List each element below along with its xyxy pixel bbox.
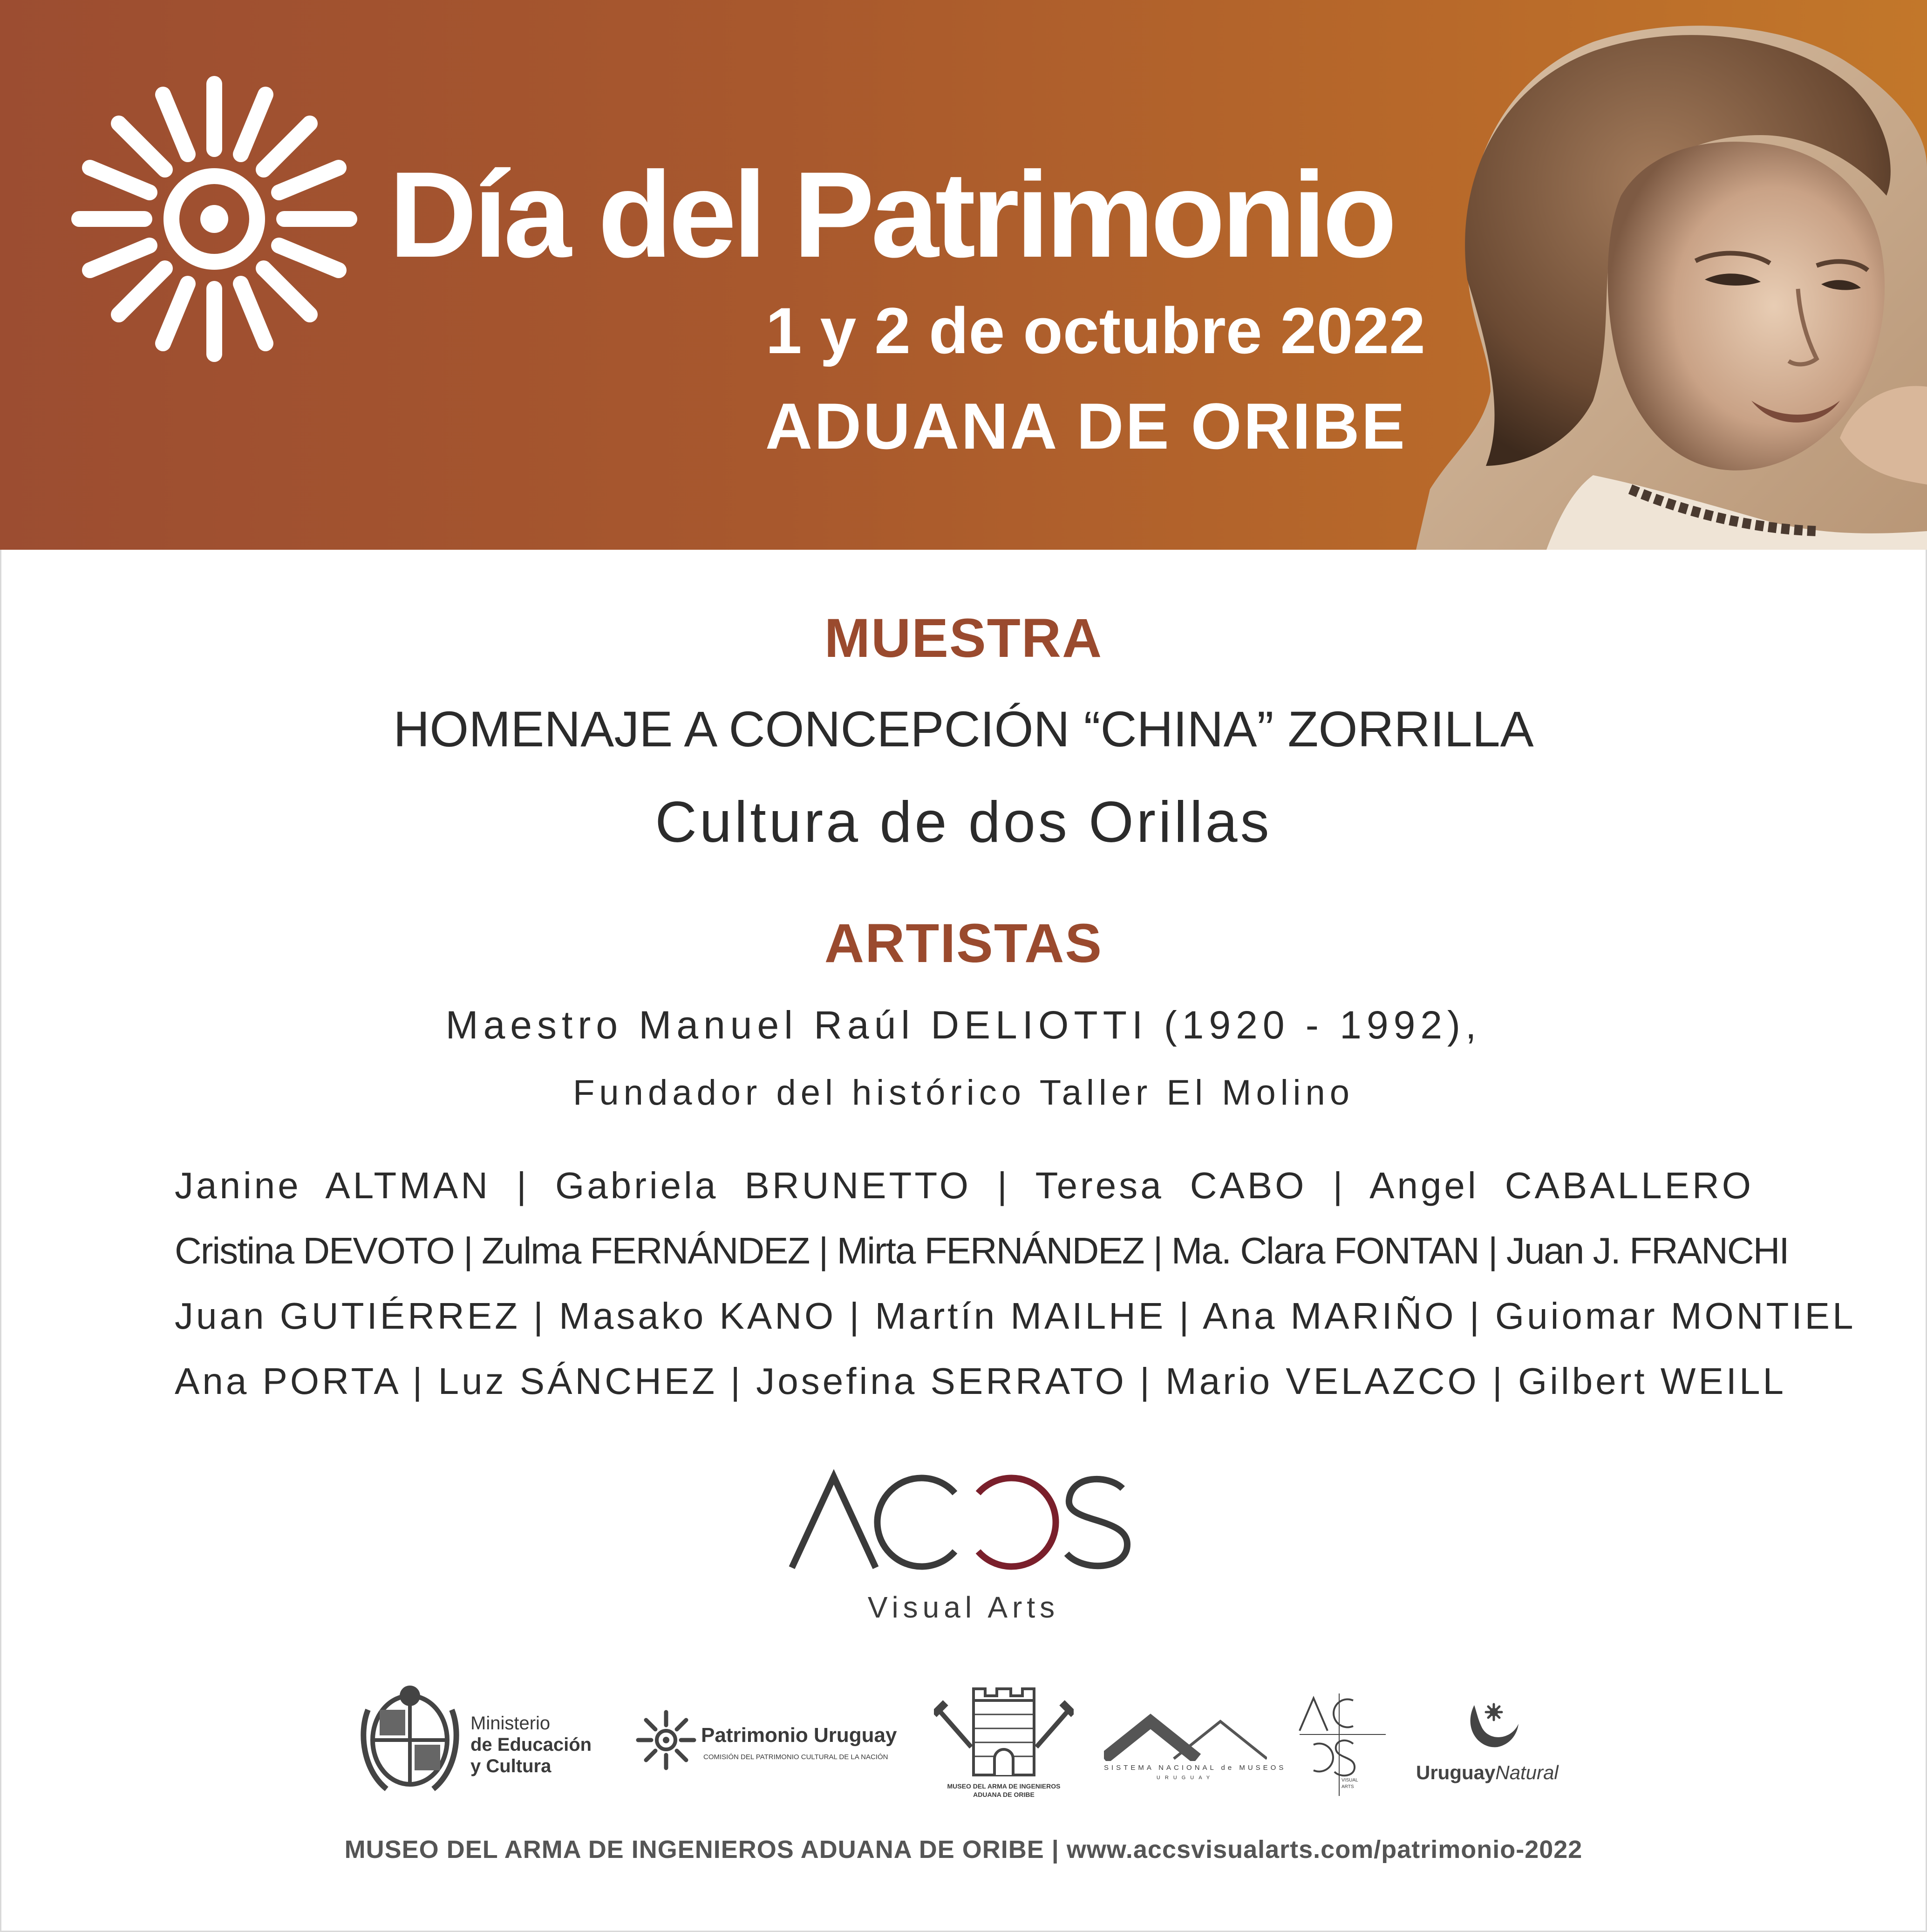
muestra-heading: MUESTRA bbox=[824, 608, 1103, 669]
patrimonio-subtitle: COMISIÓN DEL PATRIMONIO CULTURAL DE LA NACIÓN bbox=[703, 1753, 888, 1761]
accs-small-line1: VISUAL bbox=[1341, 1778, 1358, 1783]
sun-icon bbox=[70, 75, 359, 363]
accs-small-line2: ARTS bbox=[1341, 1784, 1354, 1789]
mec-line1: Ministerio bbox=[470, 1713, 551, 1734]
museo-line2: ADUANA DE ORIBE bbox=[973, 1791, 1035, 1798]
sistema-museos-icon bbox=[1104, 1705, 1267, 1761]
museo-castle-icon bbox=[934, 1682, 1074, 1777]
portrait-photo bbox=[1351, 19, 1927, 550]
patrimonio-title: Patrimonio Uruguay bbox=[701, 1724, 897, 1747]
artistas-heading: ARTISTAS bbox=[824, 913, 1103, 974]
patrimonio-sun-icon bbox=[636, 1710, 696, 1770]
uruguay-natural-icon bbox=[1465, 1696, 1521, 1752]
mec-line3: y Cultura bbox=[470, 1756, 552, 1776]
event-dates: 1 y 2 de octubre 2022 bbox=[765, 294, 1425, 367]
sistema-line1: SISTEMA NACIONAL de MUSEOS bbox=[1104, 1764, 1287, 1772]
artist-list bbox=[175, 1160, 1856, 1421]
artist-row: Ana PORTA | Luz SÁNCHEZ | Josefina SERRATO | Mario VELAZCO | Gilbert WEILL bbox=[175, 1360, 1786, 1402]
uruguay-natural-italic: Natural bbox=[1495, 1761, 1559, 1783]
artist-row: Juan GUTIÉRREZ | Masako KANO | Martín MAILHE | Ana MARIÑO | Guiomar MONTIEL bbox=[175, 1295, 1856, 1337]
event-venue: ADUANA DE ORIBE bbox=[765, 389, 1407, 463]
accs-subtitle: Visual Arts bbox=[867, 1591, 1060, 1624]
coat-of-arms-icon bbox=[359, 1682, 461, 1798]
fundador-line: Fundador del histórico Taller El Molino bbox=[572, 1073, 1355, 1113]
accs-logo bbox=[787, 1468, 1141, 1575]
homenaje-title: HOMENAJE A CONCEPCIÓN “CHINA” ZORRILLA bbox=[393, 701, 1534, 757]
artist-row: Janine ALTMAN | Gabriela BRUNETTO | Teresa CABO | Angel CABALLERO bbox=[175, 1165, 1754, 1206]
museo-line1: MUSEO DEL ARMA DE INGENIEROS bbox=[947, 1782, 1061, 1790]
sistema-line2: URUGUAY bbox=[1156, 1775, 1215, 1781]
header-banner bbox=[0, 0, 1927, 550]
uruguay-natural-bold: Uruguay bbox=[1416, 1761, 1496, 1783]
maestro-line: Maestro Manuel Raúl DELIOTTI (1920 - 1992), bbox=[445, 1003, 1482, 1047]
exhibition-subtitle: Cultura de dos Orillas bbox=[655, 790, 1272, 854]
event-title: Día del Patrimonio bbox=[389, 146, 1394, 283]
footer-text: MUSEO DEL ARMA DE INGENIEROS ADUANA DE ORIBE | www.accsvisualarts.com/patrimonio-2022 bbox=[344, 1836, 1583, 1864]
uruguay-natural-text bbox=[1416, 1761, 1559, 1784]
artist-row: Cristina DEVOTO | Zulma FERNÁNDEZ | Mirta FERNÁNDEZ | Ma. Clara FONTAN | Juan J. FRANCHI bbox=[175, 1230, 1789, 1271]
mec-line2: de Educación bbox=[470, 1734, 592, 1755]
